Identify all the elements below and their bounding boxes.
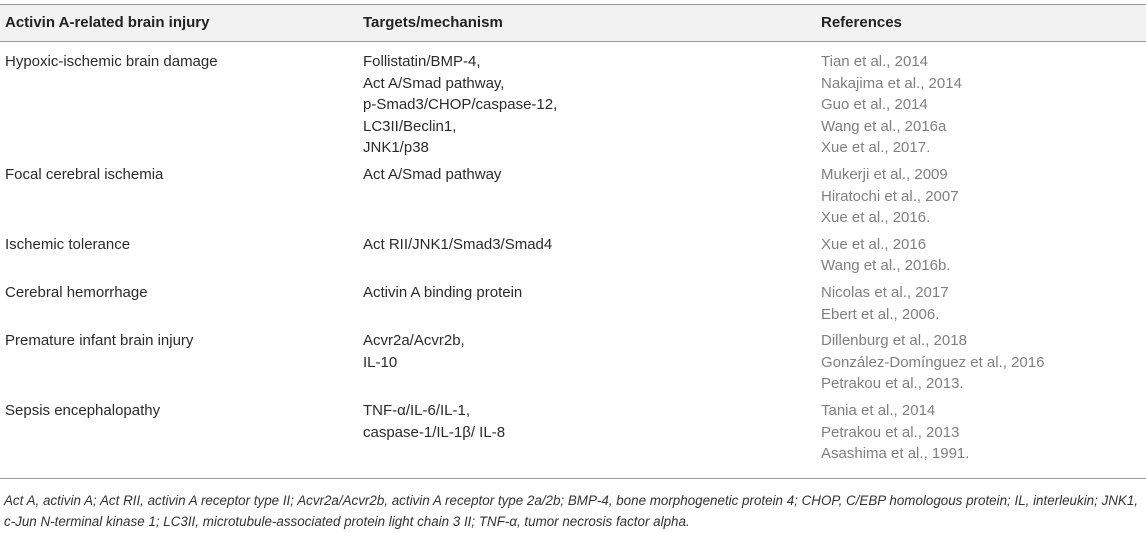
injury-cell: Ischemic tolerance [5,235,131,253]
targets-cell: Activin A binding protein [363,283,523,301]
table-row [0,231,1146,279]
reference-link[interactable]: Hiratochi et al., 2007 [821,187,959,205]
reference-link[interactable]: Xue et al., 2016. [821,209,931,227]
reference-link[interactable]: Asashima et al., 1991. [821,445,970,463]
reference-link[interactable]: Tian et al., 2014 [821,53,929,70]
injury-cell: Sepsis encephalopathy [5,401,161,419]
reference-link[interactable]: Xue et al., 2017. [821,139,931,157]
injury-cell: Premature infant brain injury [5,332,194,350]
references-cell [821,327,1146,397]
table-row [0,327,1146,397]
references-cell [821,231,1146,279]
reference-link[interactable]: Guo et al., 2014 [821,96,928,114]
injury-cell: Focal cerebral ischemia [5,165,164,183]
header-targets: Targets/mechanism [363,5,821,42]
table-footnote: Act A, activin A; Act RII, activin A receptor type II; Acvr2a/Acvr2b, activin A receptor type 2a/2b; BMP-4, bone morphogenetic protein 4; CHOP, C/EBP homologous protein; IL, interleukin; JNK1, c-Jun N-terminal kinase 1; LC3II, microtubule-associated protein light chain 3 II; TNF-α, tumor necrosis factor alpha. [4,493,1139,529]
targets-cell: Follistatin/BMP-4, Act A/Smad pathway, p-Smad3/CHOP/caspase-12, LC3II/Beclin1, JNK1/p38 [363,53,558,157]
reference-link[interactable]: Petrakou et al., 2013 [821,423,960,441]
header-references: References [821,5,1146,42]
reference-link[interactable]: Xue et al., 2016 [821,235,927,253]
table-row [0,42,1146,161]
reference-link[interactable]: González-Domínguez et al., 2016 [821,353,1045,371]
reference-link[interactable]: Nicolas et al., 2017 [821,283,949,301]
reference-link[interactable]: Wang et al., 2016a [821,117,947,135]
table-row [0,279,1146,327]
reference-link[interactable]: Mukerji et al., 2009 [821,165,948,183]
table-body [0,42,1146,467]
reference-link[interactable]: Ebert et al., 2006. [821,305,940,323]
activin-table [0,4,1146,467]
reference-link[interactable]: Tania et al., 2014 [821,401,936,419]
injury-cell: Hypoxic-ischemic brain damage [5,53,218,70]
table-row [0,161,1146,231]
reference-link[interactable]: Petrakou et al., 2013. [821,375,964,393]
references-cell [821,397,1146,467]
reference-link[interactable]: Nakajima et al., 2014 [821,74,962,92]
reference-link[interactable]: Wang et al., 2016b. [821,257,951,275]
targets-cell: Acvr2a/Acvr2b, IL-10 [363,332,465,371]
targets-cell: Act A/Smad pathway [363,165,502,183]
header-row [0,5,1146,42]
targets-cell: TNF-α/IL-6/IL-1, caspase-1/IL-1β/ IL-8 [363,401,506,441]
injury-cell: Cerebral hemorrhage [5,283,148,301]
table-header [0,5,1146,42]
references-cell [821,42,1146,161]
header-injury: Activin A-related brain injury [0,5,363,42]
table-bottom-rule [0,478,1146,479]
references-cell [821,279,1146,327]
targets-cell: Act RII/JNK1/Smad3/Smad4 [363,235,553,253]
table-row [0,397,1146,467]
references-cell [821,161,1146,231]
reference-link[interactable]: Dillenburg et al., 2018 [821,332,967,350]
